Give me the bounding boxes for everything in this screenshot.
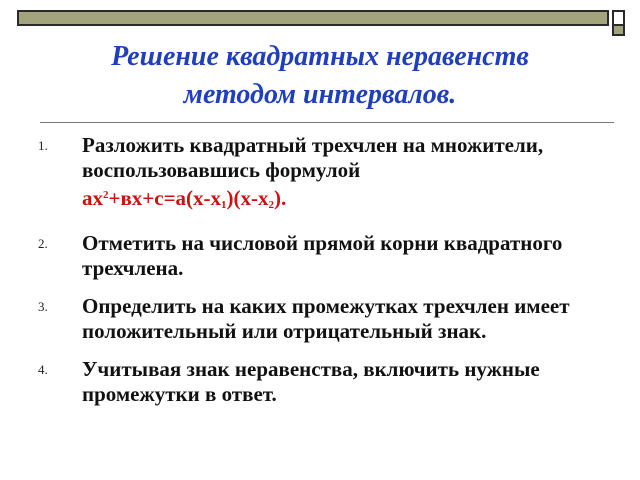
- formula-subscript: 2: [268, 199, 275, 211]
- title-divider: [40, 122, 614, 123]
- step-text-body: Разложить квадратный трехчлен на множители, воспользовавшись формулой: [82, 133, 544, 182]
- formula-part: )(х-х: [226, 186, 269, 210]
- formula-superscript: 2: [103, 189, 109, 201]
- step-item-4: [38, 357, 608, 407]
- decorative-corner-box-lower: [612, 26, 625, 36]
- decorative-corner-box: [612, 10, 625, 26]
- step-text: Учитывая знак неравенства, включить нужные промежутки в ответ.: [82, 357, 540, 406]
- step-text: [82, 133, 608, 218]
- step-number: 4.: [38, 362, 48, 377]
- slide-title-line-1: Решение квадратных неравенств: [111, 41, 529, 72]
- step-item-2: [38, 231, 608, 281]
- step-text: Отметить на числовой прямой корни квадратного трехчлена.: [82, 231, 563, 280]
- step-text: Определить на каких промежутках трехчлен имеет положительный или отрицательный знак.: [82, 294, 570, 343]
- step-number: 1.: [38, 138, 48, 153]
- formula-part: ах: [82, 186, 103, 210]
- formula-part: ).: [274, 186, 287, 210]
- factorization-formula: [82, 186, 286, 210]
- step-number: 3.: [38, 299, 48, 314]
- formula-part: +вх+с=а(х-х: [108, 186, 222, 210]
- formula-subscript: 1: [221, 199, 227, 211]
- slide-title: [20, 38, 620, 114]
- slide-title-line-2: методом интервалов.: [183, 79, 457, 110]
- step-number: 2.: [38, 236, 48, 251]
- steps-list: [38, 133, 608, 420]
- step-item-1: [38, 133, 608, 218]
- step-item-3: [38, 294, 608, 344]
- decorative-top-bar: [17, 10, 609, 26]
